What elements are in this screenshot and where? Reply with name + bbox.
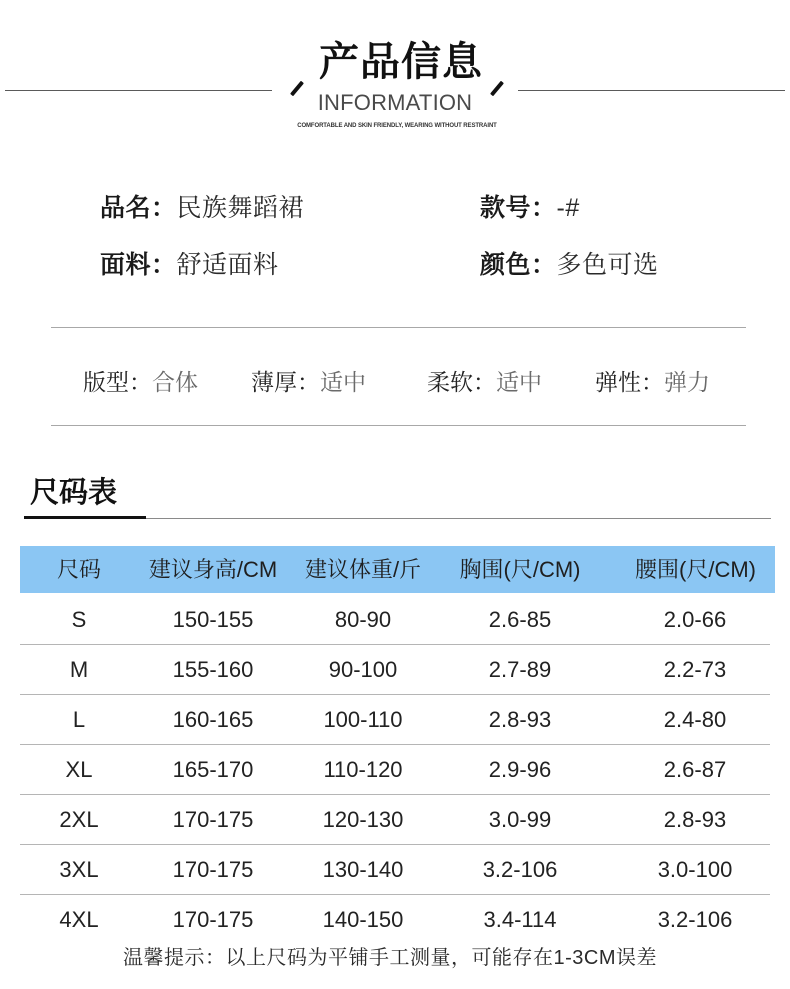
page-subtitle: INFORMATION bbox=[317, 90, 473, 115]
table-row bbox=[20, 695, 770, 745]
cell-weight: 100-110 bbox=[323, 707, 403, 732]
info-color bbox=[480, 250, 659, 280]
attr-softness bbox=[427, 368, 542, 396]
col-header-height: 建议身高/CM bbox=[148, 557, 278, 582]
size-table-body bbox=[20, 595, 770, 945]
info-product-name bbox=[100, 193, 304, 223]
cell-height: 155-160 bbox=[172, 657, 254, 682]
table-row bbox=[20, 845, 770, 895]
cell-size: 2XL bbox=[59, 807, 99, 832]
attr-thickness bbox=[251, 368, 366, 396]
info-label: 颜色： bbox=[480, 251, 557, 279]
cell-waist: 2.0-66 bbox=[663, 607, 727, 632]
table-row bbox=[20, 645, 770, 695]
info-label: 款号： bbox=[480, 194, 557, 222]
table-row bbox=[20, 895, 770, 945]
info-value: 民族舞蹈裙 bbox=[176, 194, 305, 222]
size-chart-title: 尺码表 bbox=[30, 477, 118, 509]
attr-fit bbox=[83, 368, 198, 396]
cell-height: 170-175 bbox=[172, 907, 254, 932]
cell-size: 3XL bbox=[59, 857, 99, 882]
cell-size: L bbox=[72, 707, 86, 732]
col-header-bust: 胸围(尺/CM) bbox=[459, 557, 581, 582]
info-style-number bbox=[480, 193, 580, 223]
cell-bust: 2.7-89 bbox=[488, 657, 552, 682]
attr-label: 柔软： bbox=[427, 369, 496, 395]
page-title: 产品信息 bbox=[319, 40, 483, 84]
cell-size: M bbox=[69, 657, 89, 682]
info-value: -# bbox=[556, 194, 580, 222]
col-header-size: 尺码 bbox=[56, 557, 101, 582]
cell-weight: 90-100 bbox=[328, 657, 398, 682]
info-label: 面料： bbox=[100, 251, 177, 279]
col-header-waist: 腰围(尺/CM) bbox=[635, 557, 756, 582]
attr-value: 合体 bbox=[152, 369, 198, 395]
cell-bust: 3.0-99 bbox=[488, 807, 552, 832]
cell-size: S bbox=[71, 607, 87, 632]
attr-value: 适中 bbox=[320, 369, 366, 395]
col-header-weight: 建议体重/斤 bbox=[304, 557, 422, 582]
cell-weight: 130-140 bbox=[322, 857, 404, 882]
cell-weight: 80-90 bbox=[334, 607, 392, 632]
cell-waist: 2.4-80 bbox=[663, 707, 727, 732]
info-label: 品名： bbox=[100, 194, 177, 222]
info-divider-top bbox=[51, 327, 746, 328]
cell-weight: 140-150 bbox=[322, 907, 404, 932]
info-value: 多色可选 bbox=[556, 251, 659, 279]
attr-elasticity bbox=[595, 368, 710, 396]
header-right-rule bbox=[518, 90, 785, 91]
cell-height: 150-155 bbox=[172, 607, 254, 632]
cell-waist: 2.2-73 bbox=[663, 657, 727, 682]
cell-waist: 2.6-87 bbox=[663, 757, 727, 782]
cell-size: 4XL bbox=[59, 907, 99, 932]
cell-height: 160-165 bbox=[172, 707, 254, 732]
cell-bust: 3.4-114 bbox=[483, 907, 557, 932]
cell-weight: 110-120 bbox=[323, 757, 403, 782]
cell-size: XL bbox=[65, 757, 93, 782]
measurement-note: 温馨提示：以上尺码为平铺手工测量，可能存在1-3CM误差 bbox=[123, 947, 658, 969]
cell-bust: 2.6-85 bbox=[488, 607, 552, 632]
info-fabric bbox=[100, 250, 279, 280]
attr-value: 弹力 bbox=[664, 369, 710, 395]
cell-bust: 2.8-93 bbox=[488, 707, 552, 732]
size-chart-title-rule bbox=[146, 518, 771, 519]
cell-height: 170-175 bbox=[172, 807, 254, 832]
cell-height: 170-175 bbox=[172, 857, 254, 882]
info-value: 舒适面料 bbox=[176, 251, 279, 279]
attr-value: 适中 bbox=[496, 369, 542, 395]
info-divider-bottom bbox=[51, 425, 746, 426]
cell-waist: 2.8-93 bbox=[663, 807, 727, 832]
cell-height: 165-170 bbox=[172, 757, 254, 782]
cell-bust: 2.9-96 bbox=[488, 757, 552, 782]
attr-label: 版型： bbox=[83, 369, 152, 395]
cell-waist: 3.2-106 bbox=[657, 907, 733, 932]
size-table-header bbox=[20, 546, 775, 593]
cell-weight: 120-130 bbox=[322, 807, 404, 832]
cell-bust: 3.2-106 bbox=[482, 857, 558, 882]
page-tagline: COMFORTABLE AND SKIN FRIENDLY, WEARING WITHOUT RESTRAINT bbox=[297, 123, 497, 129]
table-row bbox=[20, 595, 770, 645]
attr-label: 薄厚： bbox=[251, 369, 320, 395]
table-row bbox=[20, 795, 770, 845]
header-left-rule bbox=[5, 90, 272, 91]
size-chart-title-bar bbox=[24, 516, 146, 519]
attr-label: 弹性： bbox=[595, 369, 664, 395]
table-row bbox=[20, 745, 770, 795]
cell-waist: 3.0-100 bbox=[657, 857, 733, 882]
